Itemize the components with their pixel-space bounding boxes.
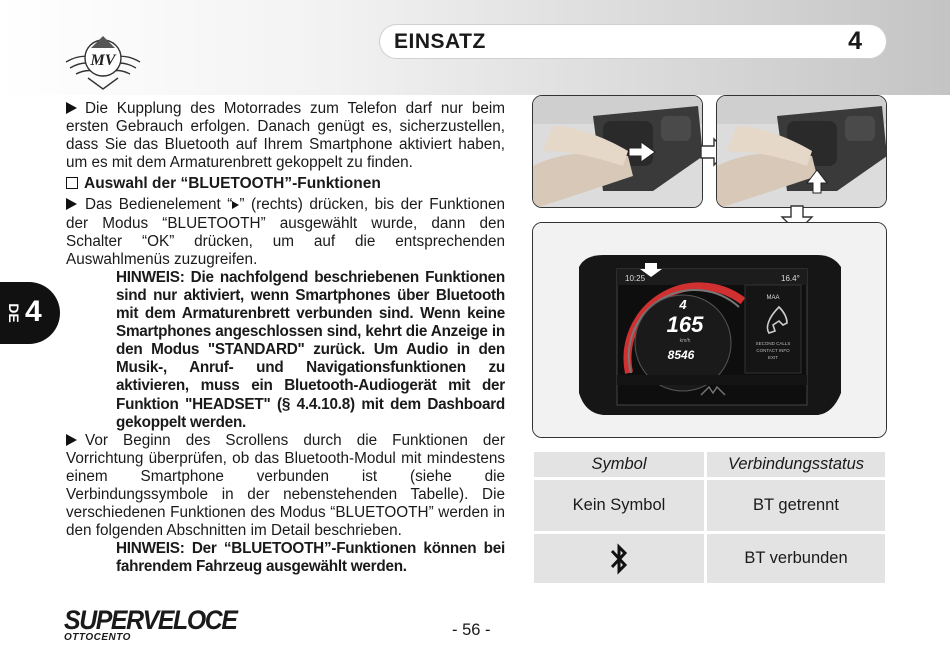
table-row: [534, 534, 885, 583]
bullet-triangle-icon: [66, 102, 77, 114]
dash-temp: 16.4°: [781, 274, 800, 283]
table-header-status: Verbindungsstatus: [707, 452, 885, 477]
table-header-row: [534, 452, 885, 477]
photo-control-right: [532, 95, 703, 208]
note-while-riding: HINWEIS: Der “BLUETOOTH”-Funktionen können bei fahrendem Fahrzeug ausgewählt werden.: [116, 540, 505, 576]
mv-agusta-logo-icon: [58, 28, 148, 90]
language-label: DE: [6, 303, 22, 323]
note-connection: HINWEIS: Die nachfolgend beschriebenen Funktionen sind nur aktiviert, wenn Smartphones über Bluetooth mit dem Armaturenbrett verbunden sind. Wenn keine Smartphones angeschlossen sind, kehrt die Anzeige in den Modus "STANDARD" zurück. Um Audio in den Musik-, Anruf- und Navigationsfunktionen zu aktivieren, muss ein Bluetooth-Audiogerät mit der Funktion "HEADSET" (§ 4.4.10.8) mit dem Dashboard gekoppelt werden.: [116, 268, 505, 431]
dash-gear: 4: [679, 297, 687, 312]
table-cell-status: BT getrennt: [707, 480, 885, 531]
paragraph-check-connection: Vor Beginn des Scrollens durch die Funktionen der Vorrichtung überprüfen, ob das Bluetooth-Modul mit mindestens einem Smartphone verbunden ist (siehe die Verbindungssymbole in der nebenstehenden Tabelle). Die verschiedenen Funktionen des Modus “BLUETOOTH” werden in den folgenden Abschnitten im Detail beschrieben.: [66, 431, 505, 540]
table-cell-status: BT verbunden: [707, 534, 885, 583]
chapter-side-tab: [0, 282, 60, 344]
subheading-bluetooth-functions: Auswahl der “BLUETOOTH”-Funktionen: [66, 175, 505, 193]
supervelooce-brand-logo: [64, 605, 237, 646]
table-cell-symbol: Kein Symbol: [534, 480, 704, 531]
dash-call-line3: EXIT: [767, 355, 779, 360]
paragraph-coupling: Die Kupplung des Motorrades zum Telefon darf nur beim ersten Gebrauch erfolgen. Danach genügt es, sicherzustellen, dass Sie das Bluetooth auf Ihrem Smartphone aktiviert haben, um es mit dem Armaturenbrett gekoppelt zu finden.: [66, 100, 505, 172]
dash-speed-unit: km/h: [679, 338, 691, 344]
dash-rpm: 8546: [667, 348, 695, 362]
side-tab-number: 4: [25, 295, 42, 328]
dash-call-line1: SECOND CALLS: [755, 341, 791, 346]
svg-text:MV: MV: [90, 52, 116, 69]
bullet-triangle-icon: [66, 198, 77, 210]
section-title: EINSATZ: [394, 30, 486, 53]
brand-name: SUPERVELOCE: [64, 605, 237, 635]
section-title-bar: [380, 25, 886, 58]
bluetooth-status-table: [534, 452, 885, 586]
dash-time: 10:25: [625, 274, 646, 283]
chapter-number: 4: [848, 27, 862, 55]
brand-subname: OTTOCENTO: [64, 632, 131, 643]
checkbox-square-icon: [66, 177, 78, 189]
photo-dashboard: [532, 222, 887, 438]
dash-speed: 165: [666, 312, 704, 337]
text-column: [66, 100, 505, 576]
photo-control-ok: [716, 95, 887, 208]
page-number: - 56 -: [452, 621, 491, 639]
dash-call-line2: CONTACT INFO: [756, 348, 790, 353]
bullet-triangle-icon: [66, 434, 77, 446]
table-cell-symbol: [534, 534, 704, 583]
bluetooth-icon: [608, 542, 630, 576]
dash-call-label: MAA: [766, 295, 780, 301]
table-row: [534, 480, 885, 531]
table-header-symbol: Symbol: [534, 452, 704, 477]
paragraph-select-mode: Das Bedienelement “ ” (rechts) drücken, bis der Funktionen der Modus “BLUETOOTH” ausgewählt wurde, dann den Schalter “OK” drücken, um auf die entsprechenden Auswahlmenüs zuzugreifen.: [66, 196, 505, 268]
